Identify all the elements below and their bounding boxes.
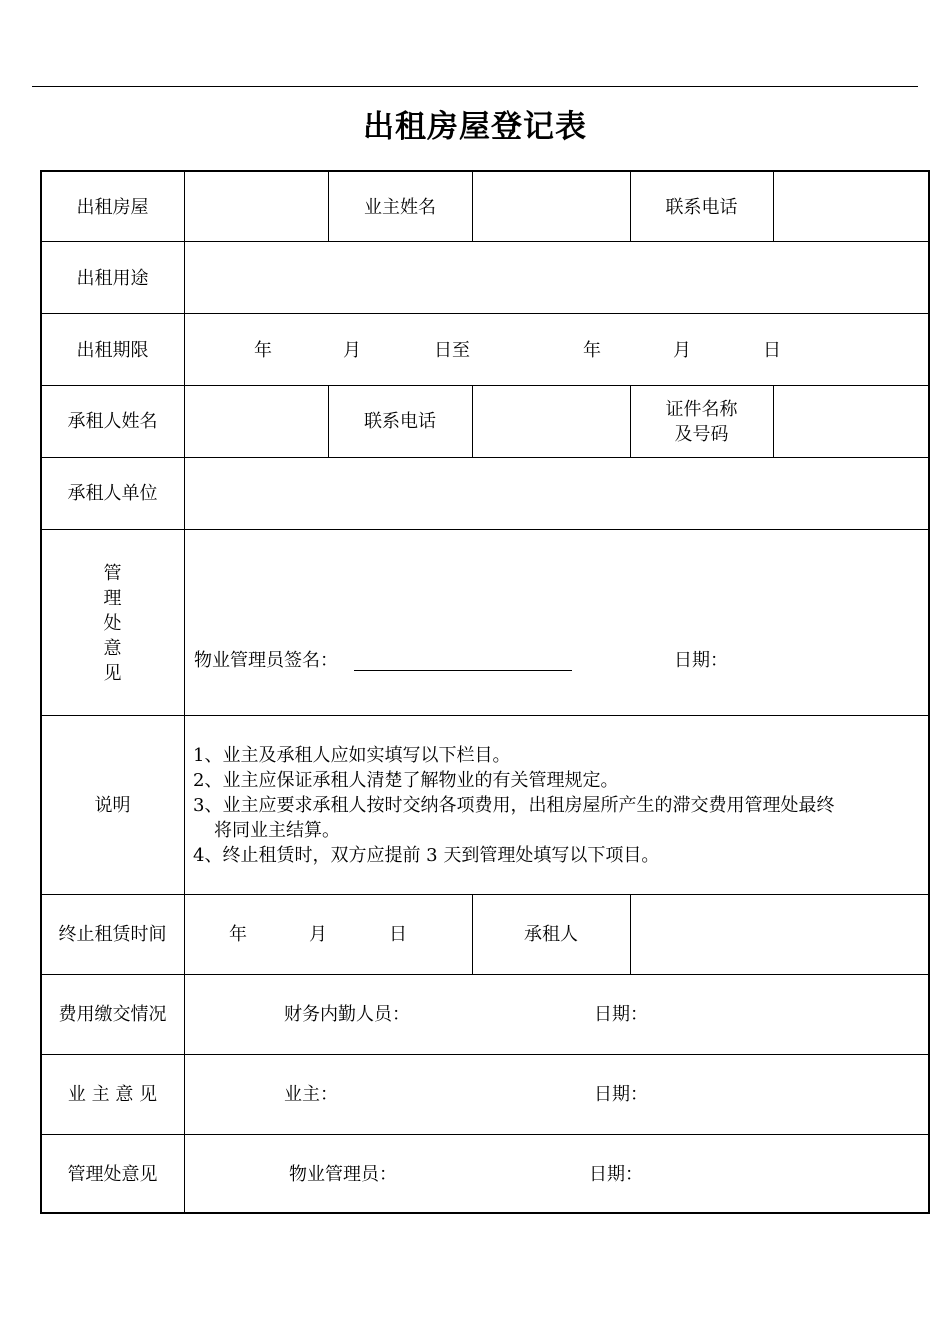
mgmt-opinion-char: 见 bbox=[103, 663, 122, 684]
page-title: 出租房屋登记表 bbox=[363, 109, 587, 145]
mgmt-opinion-char: 意 bbox=[103, 638, 122, 659]
row-divider bbox=[41, 529, 929, 530]
mgmt-opinion-label: 管理处意见 bbox=[67, 1164, 158, 1185]
finance-staff-label: 财务内勤人员： bbox=[284, 1004, 410, 1025]
note-item: 2、业主应保证承租人清楚了解物业的有关管理规定。 bbox=[193, 770, 619, 791]
period-label: 出租期限 bbox=[76, 340, 149, 361]
termination-label: 终止租赁时间 bbox=[58, 924, 167, 945]
row-divider bbox=[41, 715, 929, 716]
notes-label: 说明 bbox=[94, 795, 131, 816]
purpose-field[interactable] bbox=[185, 242, 929, 313]
owner-date-label: 日期： bbox=[594, 1084, 648, 1105]
termination-year: 年 bbox=[229, 924, 247, 945]
owner-label: 业主： bbox=[284, 1084, 338, 1105]
note-item: 3、业主应要求承租人按时交纳各项费用，出租房屋所产生的滞交费用管理处最终 bbox=[193, 795, 835, 816]
purpose-label: 出租用途 bbox=[76, 268, 149, 289]
fee-label: 费用缴交情况 bbox=[58, 1004, 167, 1025]
period-year-end: 年 bbox=[583, 340, 601, 361]
period-day-to: 日至 bbox=[434, 340, 470, 361]
tenant-unit-field[interactable] bbox=[185, 458, 929, 529]
fee-date-label: 日期： bbox=[594, 1004, 648, 1025]
tenant-field[interactable] bbox=[631, 895, 929, 974]
registration-table bbox=[40, 170, 930, 1214]
tenant-phone-label: 联系电话 bbox=[364, 411, 436, 432]
period-month-end: 月 bbox=[673, 340, 691, 361]
owner-name-field[interactable] bbox=[473, 171, 630, 241]
note-item: 1、业主及承租人应如实填写以下栏目。 bbox=[193, 745, 511, 766]
owner-phone-label: 联系电话 bbox=[665, 197, 738, 218]
period-month-start: 月 bbox=[343, 340, 361, 361]
mgmt-opinion-char: 理 bbox=[103, 588, 122, 609]
tenant-name-field[interactable] bbox=[185, 386, 328, 457]
mgmt-date-label: 日期： bbox=[674, 650, 728, 671]
id-label-line1: 证件名称 bbox=[665, 399, 738, 420]
row-divider bbox=[41, 1134, 929, 1135]
row-divider bbox=[41, 974, 929, 975]
note-item: 4、终止租赁时，双方应提前 3 天到管理处填写以下项目。 bbox=[193, 845, 660, 866]
mgmt-opinion-char: 处 bbox=[103, 613, 122, 634]
mgmt-opinion-char: 管 bbox=[103, 563, 122, 584]
owner-name-label: 业主姓名 bbox=[364, 197, 436, 218]
period-day-end: 日 bbox=[763, 340, 781, 361]
row-divider bbox=[41, 313, 929, 314]
house-label: 出租房屋 bbox=[76, 197, 149, 218]
signature-line[interactable] bbox=[354, 670, 572, 671]
house-field[interactable] bbox=[185, 171, 328, 241]
termination-month: 月 bbox=[309, 924, 327, 945]
row-divider bbox=[41, 1054, 929, 1055]
id-field[interactable] bbox=[774, 386, 929, 457]
tenant-name-label: 承租人姓名 bbox=[67, 411, 158, 432]
header-rule bbox=[32, 86, 918, 87]
id-label-line2: 及号码 bbox=[674, 424, 729, 445]
termination-day: 日 bbox=[389, 924, 407, 945]
tenant-phone-field[interactable] bbox=[473, 386, 630, 457]
period-year-start: 年 bbox=[254, 340, 272, 361]
property-manager-label: 物业管理员： bbox=[289, 1164, 397, 1185]
owner-opinion-label: 业 主 意 见 bbox=[67, 1084, 158, 1105]
note-item: 将同业主结算。 bbox=[214, 820, 340, 841]
tenant-unit-label: 承租人单位 bbox=[67, 483, 158, 504]
col-divider bbox=[184, 171, 185, 1213]
final-date-label: 日期： bbox=[589, 1164, 643, 1185]
owner-phone-field[interactable] bbox=[774, 171, 929, 241]
manager-signature-label: 物业管理员签名： bbox=[194, 650, 338, 671]
tenant-label: 承租人 bbox=[524, 924, 578, 945]
